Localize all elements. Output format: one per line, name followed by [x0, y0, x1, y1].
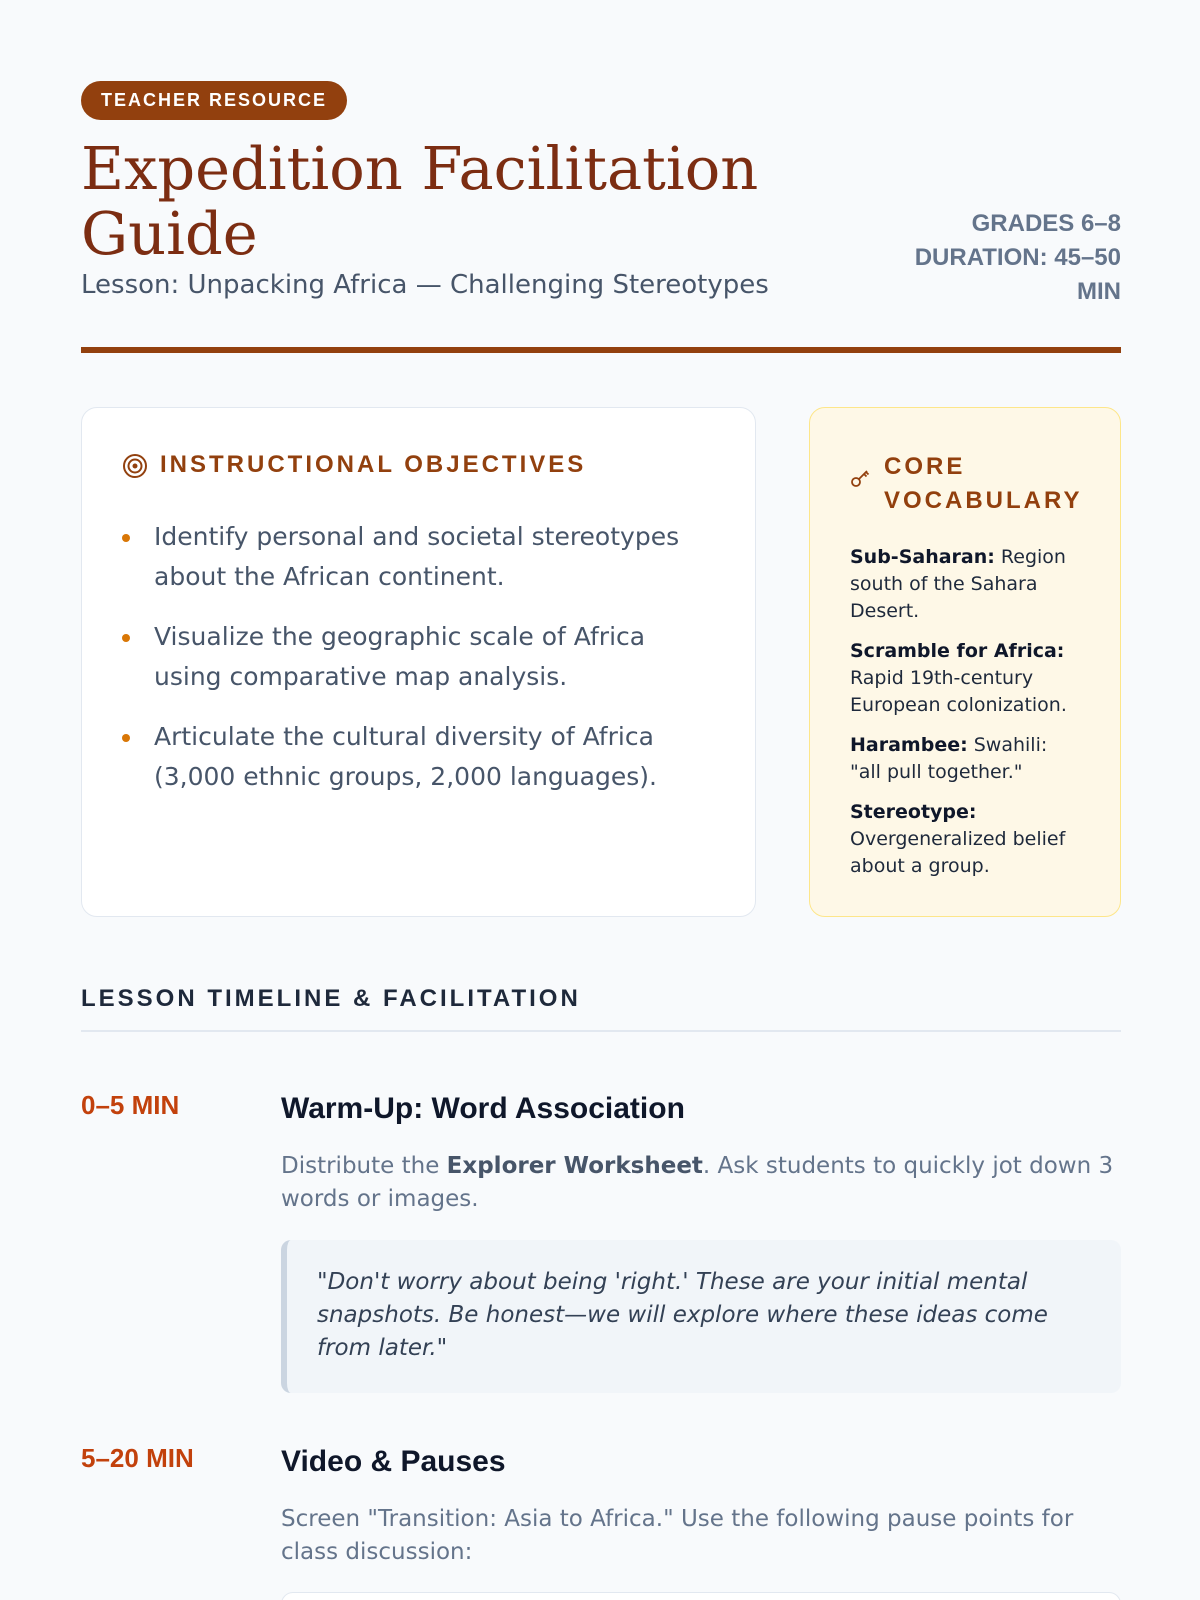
duration-label: DURATION: 45–50 MIN — [914, 244, 1121, 305]
step-time: 5–20 MIN — [81, 1443, 194, 1473]
objectives-list — [122, 517, 715, 797]
bullet-icon — [122, 534, 130, 542]
lesson-meta — [881, 207, 1121, 309]
bullet-icon — [122, 734, 130, 742]
objective-item: Visualize the geographic scale of Africa using comparative map analysis. — [122, 617, 715, 697]
page-title: Expedition Facilitation Guide — [81, 134, 759, 268]
target-icon — [122, 453, 148, 489]
step-title: Warm-Up: Word Association — [281, 1092, 685, 1125]
step-description: Distribute the Explorer Worksheet. Ask students to quickly jot down 3 words or images. — [281, 1153, 1114, 1212]
pause-points-card — [281, 1592, 1121, 1600]
header-divider — [81, 347, 1121, 353]
vocabulary-heading — [850, 450, 1083, 518]
objective-item: Identify personal and societal stereotypes about the African continent. — [122, 517, 715, 597]
timeline-heading: LESSON TIMELINE & FACILITATION — [81, 985, 581, 1012]
bullet-icon — [122, 634, 130, 642]
lesson-subtitle: Lesson: Unpacking Africa — Challenging Stereotypes — [81, 270, 769, 300]
vocabulary-list — [850, 544, 1080, 880]
objectives-heading — [122, 448, 715, 489]
teacher-script-quote: "Don't worry about being 'right.' These are your initial mental snapshots. Be honest—we will explore where these ideas come from later." — [281, 1240, 1121, 1393]
objectives-heading-label: INSTRUCTIONAL OBJECTIVES — [160, 451, 587, 478]
step-description: Screen "Transition: Asia to Africa." Use the following pause points for class discussion: — [281, 1506, 1074, 1565]
vocabulary-card — [809, 407, 1121, 917]
vocab-item: Scramble for Africa: Rapid 19th-century European colonization. — [850, 640, 1067, 716]
timeline-divider — [81, 1030, 1121, 1032]
objectives-card — [81, 407, 756, 917]
vocab-item: Harambee: Swahili: "all pull together." — [850, 734, 1048, 783]
grades-label: GRADES 6–8 — [971, 210, 1121, 237]
step-time: 0–5 MIN — [81, 1090, 180, 1120]
step-body — [281, 1443, 1121, 1569]
step-body — [281, 1090, 1121, 1393]
vocab-item: Stereotype: Overgeneralized belief about a group. — [850, 801, 1066, 877]
teacher-resource-badge: TEACHER RESOURCE — [81, 81, 347, 120]
vocabulary-heading-label: CORE VOCABULARY — [884, 453, 1083, 514]
guide-page — [81, 0, 1121, 1600]
objective-item: Articulate the cultural diversity of Africa (3,000 ethnic groups, 2,000 languages). — [122, 717, 715, 797]
vocab-item: Sub-Saharan: Region south of the Sahara Desert. — [850, 546, 1066, 622]
key-icon — [850, 455, 872, 499]
step-title: Video & Pauses — [281, 1445, 506, 1478]
worksheet-link: Explorer Worksheet — [446, 1153, 703, 1179]
